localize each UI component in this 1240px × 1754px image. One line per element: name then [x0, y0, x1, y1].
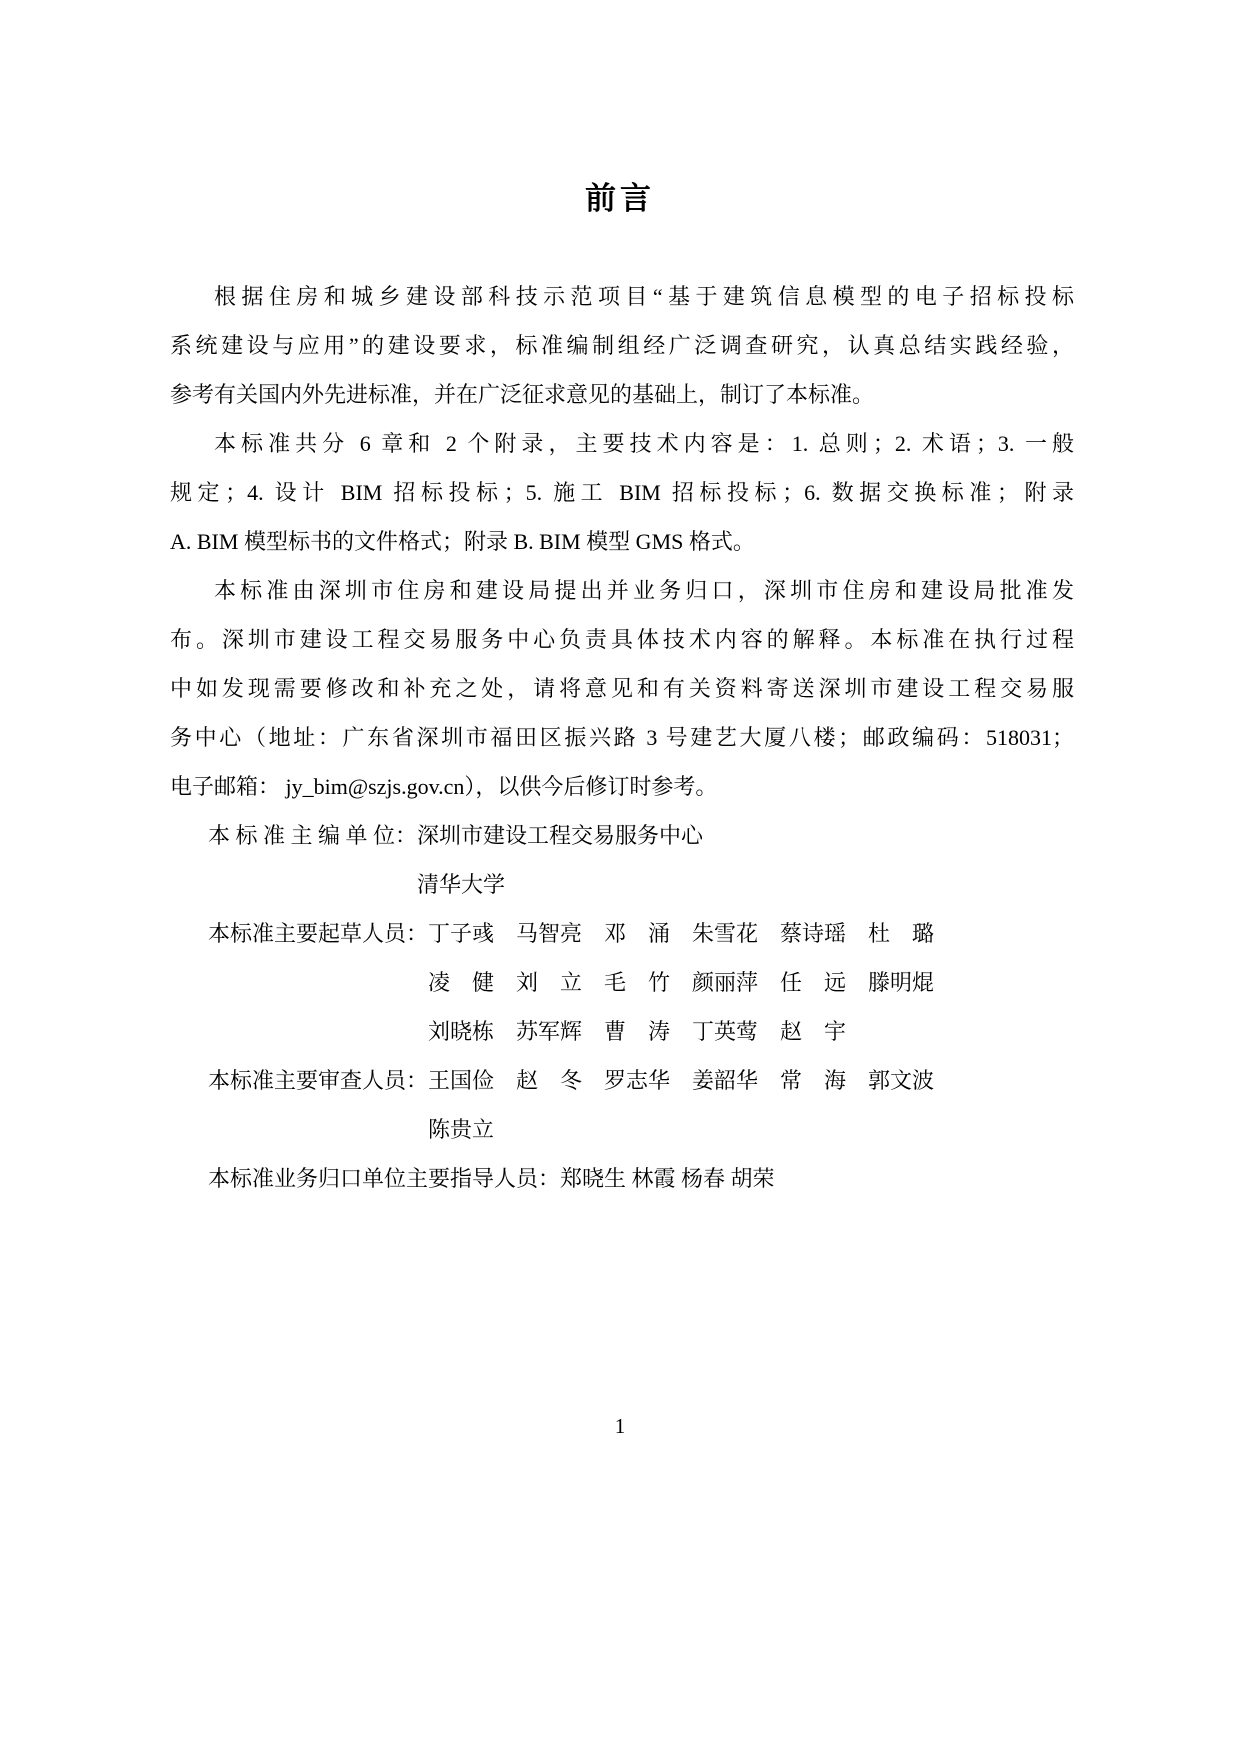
reviewers-names-line: 陈贵立: [428, 1117, 495, 1142]
reviewers-names: [428, 1056, 934, 1154]
drafters-row: [170, 909, 1074, 1056]
guidance-row: [170, 1154, 1074, 1203]
chief-editor-org: 清华大学: [417, 872, 506, 897]
reviewers-names-line: 王国俭 赵 冬 罗志华 姜韶华 常 海 郭文波: [428, 1068, 935, 1093]
paragraph-contents: [170, 419, 1074, 566]
text-line: 布。深圳市建设工程交易服务中心负责具体技术内容的解释。本标准在执行过程: [170, 627, 1074, 652]
document-body: [170, 272, 1074, 1203]
text-line: 规定；4. 设计 BIM 招标投标；5. 施工 BIM 招标投标；6. 数据交换标准；附录: [170, 480, 1075, 505]
chief-editor-label: 本 标 准 主 编 单 位：: [208, 823, 418, 848]
guidance-label: 本标准业务归口单位主要指导人员：: [208, 1166, 561, 1191]
chief-editor-orgs: [417, 811, 703, 909]
text-line: 系统建设与应用”的建设要求，标准编制组经广泛调查研究，认真总结实践经验，: [170, 333, 1074, 358]
text-line: 本标准由深圳市住房和建设局提出并业务归口，深圳市住房和建设局批准发: [214, 578, 1074, 603]
drafters-names-line: 丁子彧 马智亮 邓 涌 朱雪花 蔡诗瑶 杜 璐: [428, 921, 935, 946]
reviewers-label: 本标准主要审查人员：: [208, 1068, 429, 1093]
drafters-names-line: 凌 健 刘 立 毛 竹 颜丽萍 任 远 滕明焜: [428, 970, 935, 995]
text-line: 参考有关国内外先进标准，并在广泛征求意见的基础上，制订了本标准。: [170, 382, 875, 407]
reviewers-row: [170, 1056, 1074, 1154]
text-line: A. BIM 模型标书的文件格式；附录 B. BIM 模型 GMS 格式。: [170, 529, 755, 554]
text-line: 中如发现需要修改和补充之处，请将意见和有关资料寄送深圳市建设工程交易服: [170, 676, 1074, 701]
text-line: 本标准共分 6 章和 2 个附录，主要技术内容是：1. 总则；2. 术语；3. 一般: [214, 431, 1074, 456]
text-line: 务中心（地址：广东省深圳市福田区振兴路 3 号建艺大厦八楼；邮政编码：518031；: [170, 725, 1074, 750]
paragraph-intro: [170, 272, 1074, 419]
drafters-names-line: 刘晓栋 苏军辉 曹 涛 丁英莺 赵 宇: [428, 1019, 847, 1044]
page-title: 前言: [585, 180, 655, 216]
chief-editor-org: 深圳市建设工程交易服务中心: [417, 823, 704, 848]
paragraph-administration: [170, 566, 1074, 811]
drafters-names: [428, 909, 934, 1056]
guidance-names-line: 郑晓生 林霞 杨春 胡荣: [560, 1166, 775, 1191]
page-number: 1: [614, 1414, 626, 1438]
drafters-label: 本标准主要起草人员：: [208, 921, 429, 946]
credits-section: [170, 811, 1074, 1203]
guidance-names: [560, 1154, 775, 1203]
chief-editor-row: [170, 811, 1074, 909]
text-line: 根据住房和城乡建设部科技示范项目“基于建筑信息模型的电子招标投标: [214, 284, 1074, 309]
text-line: 电子邮箱： jy_bim@szjs.gov.cn），以供今后修订时参考。: [170, 774, 718, 799]
